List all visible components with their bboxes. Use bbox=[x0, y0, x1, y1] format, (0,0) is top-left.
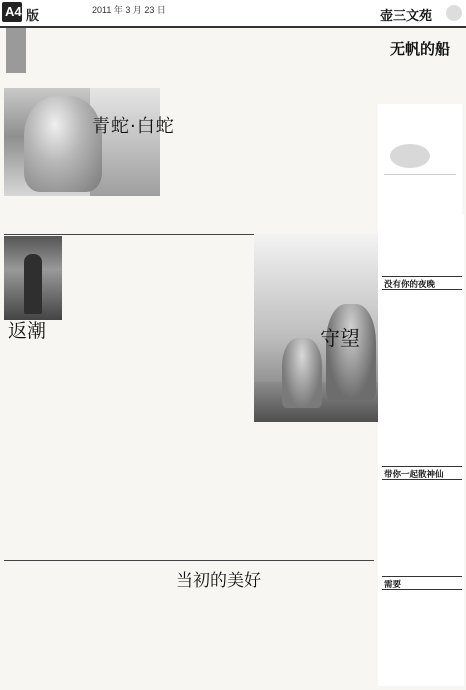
boat-illustration bbox=[378, 104, 462, 214]
beauty-text-1 bbox=[4, 566, 94, 674]
tide-text-main bbox=[64, 236, 252, 562]
section-divider bbox=[4, 560, 374, 561]
watch-photo bbox=[254, 234, 382, 422]
watch-photo-figure-1 bbox=[326, 304, 376, 400]
title-snake: 青蛇·白蛇 bbox=[92, 116, 175, 137]
title-boat: 无帆的船 bbox=[390, 40, 451, 58]
beauty-text-2 bbox=[100, 584, 376, 674]
snake-text-left bbox=[4, 196, 62, 232]
section-ornament-icon bbox=[446, 5, 462, 21]
tide-photo bbox=[4, 236, 62, 320]
rail-poem-2 bbox=[384, 482, 462, 582]
tide-text-left bbox=[4, 342, 66, 550]
intro-text bbox=[28, 30, 158, 86]
snake-text-top bbox=[162, 30, 374, 96]
page-number: A4 bbox=[5, 4, 22, 19]
watch-photo-figure-2 bbox=[282, 338, 322, 408]
rail-heading-2-text: 带你一起散神仙 bbox=[384, 470, 444, 480]
title-watch: 守望 bbox=[320, 326, 360, 350]
title-beauty: 当初的美好 bbox=[176, 571, 261, 591]
issue-date: 2011 年 3 月 23 日 bbox=[92, 5, 166, 15]
boat-illustration-line bbox=[384, 174, 456, 175]
rail-heading-1-text: 没有你的夜晚 bbox=[384, 280, 436, 290]
page-number-suffix: 版 bbox=[26, 9, 40, 24]
section-title: 壶三文苑 bbox=[380, 9, 433, 24]
tide-photo-figure bbox=[24, 254, 42, 314]
top-left-photo bbox=[6, 28, 26, 73]
snake-text-bottom bbox=[64, 196, 374, 232]
right-rail bbox=[378, 214, 464, 686]
rail-heading-1 bbox=[382, 276, 462, 290]
rail-poem-1 bbox=[384, 294, 462, 394]
page-header bbox=[0, 0, 466, 28]
boat-illustration-shape bbox=[390, 144, 430, 168]
rail-heading-3-text: 需要 bbox=[384, 580, 402, 590]
watch-text bbox=[256, 424, 376, 554]
rail-poem-3 bbox=[384, 592, 462, 672]
section-label bbox=[372, 2, 464, 24]
page-badge bbox=[2, 2, 64, 22]
snake-photo-figure bbox=[24, 96, 102, 192]
title-tide: 返潮 bbox=[8, 320, 47, 342]
rail-heading-2 bbox=[382, 466, 462, 480]
snake-photo bbox=[4, 88, 160, 196]
rail-heading-3 bbox=[382, 576, 462, 590]
